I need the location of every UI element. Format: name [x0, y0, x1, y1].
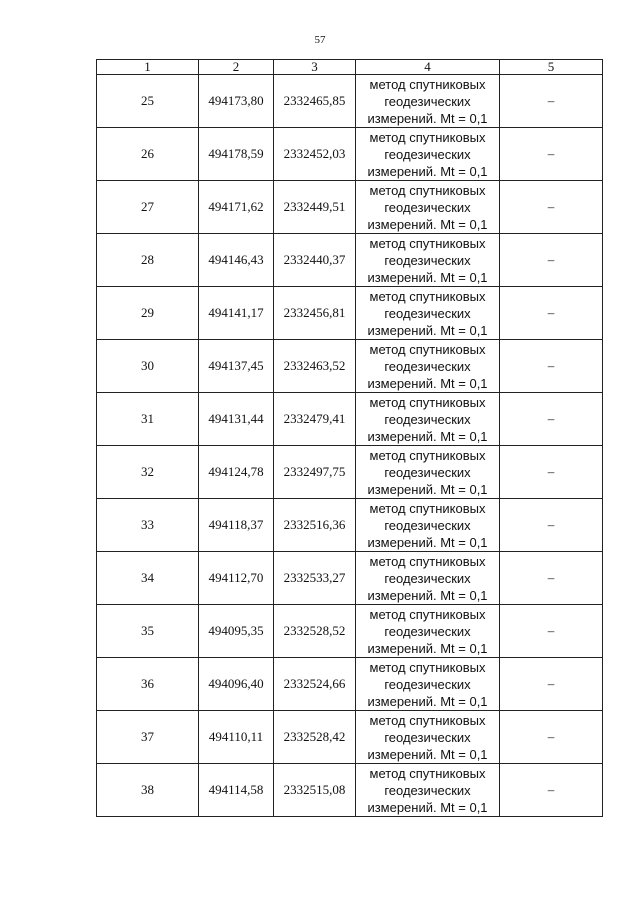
y-coordinate-cell: 2332533,27: [274, 552, 356, 605]
method-cell: метод спутниковых геодезических измерений. Mt = 0,1: [356, 711, 500, 764]
x-coordinate-cell: 494096,40: [199, 658, 274, 711]
table-row: [97, 711, 603, 764]
note-cell: –: [500, 340, 603, 393]
table-row: [97, 499, 603, 552]
column-header-5: 5: [500, 60, 603, 75]
table-header-row: [97, 60, 603, 75]
point-number-cell: 36: [97, 658, 199, 711]
table-row: [97, 287, 603, 340]
point-number-cell: 27: [97, 181, 199, 234]
x-coordinate-cell: 494095,35: [199, 605, 274, 658]
table-row: [97, 75, 603, 128]
y-coordinate-cell: 2332440,37: [274, 234, 356, 287]
y-coordinate-cell: 2332463,52: [274, 340, 356, 393]
column-header-2: 2: [199, 60, 274, 75]
method-cell: метод спутниковых геодезических измерений. Mt = 0,1: [356, 393, 500, 446]
method-cell: метод спутниковых геодезических измерений. Mt = 0,1: [356, 552, 500, 605]
note-cell: –: [500, 181, 603, 234]
y-coordinate-cell: 2332449,51: [274, 181, 356, 234]
note-cell: –: [500, 128, 603, 181]
x-coordinate-cell: 494141,17: [199, 287, 274, 340]
note-cell: –: [500, 711, 603, 764]
point-number-cell: 34: [97, 552, 199, 605]
point-number-cell: 25: [97, 75, 199, 128]
point-number-cell: 26: [97, 128, 199, 181]
table-row: [97, 234, 603, 287]
column-header-1: 1: [97, 60, 199, 75]
y-coordinate-cell: 2332516,36: [274, 499, 356, 552]
method-cell: метод спутниковых геодезических измерений. Mt = 0,1: [356, 340, 500, 393]
y-coordinate-cell: 2332497,75: [274, 446, 356, 499]
point-number-cell: 33: [97, 499, 199, 552]
note-cell: –: [500, 552, 603, 605]
note-cell: –: [500, 446, 603, 499]
method-cell: метод спутниковых геодезических измерений. Mt = 0,1: [356, 234, 500, 287]
table-row: [97, 393, 603, 446]
point-number-cell: 30: [97, 340, 199, 393]
x-coordinate-cell: 494118,37: [199, 499, 274, 552]
table-row: [97, 605, 603, 658]
table-row: [97, 181, 603, 234]
table-row: [97, 658, 603, 711]
method-cell: метод спутниковых геодезических измерений. Mt = 0,1: [356, 605, 500, 658]
method-cell: метод спутниковых геодезических измерений. Mt = 0,1: [356, 75, 500, 128]
table-row: [97, 446, 603, 499]
point-number-cell: 31: [97, 393, 199, 446]
method-cell: метод спутниковых геодезических измерений. Mt = 0,1: [356, 287, 500, 340]
page-number: 57: [314, 34, 326, 46]
method-cell: метод спутниковых геодезических измерений. Mt = 0,1: [356, 181, 500, 234]
table-body: [97, 75, 603, 817]
note-cell: –: [500, 605, 603, 658]
column-header-3: 3: [274, 60, 356, 75]
column-header-4: 4: [356, 60, 500, 75]
x-coordinate-cell: 494137,45: [199, 340, 274, 393]
y-coordinate-cell: 2332452,03: [274, 128, 356, 181]
y-coordinate-cell: 2332524,66: [274, 658, 356, 711]
x-coordinate-cell: 494178,59: [199, 128, 274, 181]
point-number-cell: 35: [97, 605, 199, 658]
method-cell: метод спутниковых геодезических измерений. Mt = 0,1: [356, 446, 500, 499]
point-number-cell: 32: [97, 446, 199, 499]
y-coordinate-cell: 2332479,41: [274, 393, 356, 446]
note-cell: –: [500, 234, 603, 287]
x-coordinate-cell: 494146,43: [199, 234, 274, 287]
x-coordinate-cell: 494173,80: [199, 75, 274, 128]
point-number-cell: 37: [97, 711, 199, 764]
y-coordinate-cell: 2332465,85: [274, 75, 356, 128]
x-coordinate-cell: 494131,44: [199, 393, 274, 446]
method-cell: метод спутниковых геодезических измерений. Mt = 0,1: [356, 764, 500, 817]
note-cell: –: [500, 499, 603, 552]
note-cell: –: [500, 393, 603, 446]
note-cell: –: [500, 75, 603, 128]
coordinates-table: [96, 59, 603, 817]
x-coordinate-cell: 494114,58: [199, 764, 274, 817]
method-cell: метод спутниковых геодезических измерений. Mt = 0,1: [356, 658, 500, 711]
y-coordinate-cell: 2332456,81: [274, 287, 356, 340]
table-row: [97, 128, 603, 181]
table-row: [97, 340, 603, 393]
point-number-cell: 38: [97, 764, 199, 817]
note-cell: –: [500, 658, 603, 711]
y-coordinate-cell: 2332528,52: [274, 605, 356, 658]
x-coordinate-cell: 494112,70: [199, 552, 274, 605]
point-number-cell: 29: [97, 287, 199, 340]
note-cell: –: [500, 764, 603, 817]
x-coordinate-cell: 494124,78: [199, 446, 274, 499]
note-cell: –: [500, 287, 603, 340]
x-coordinate-cell: 494110,11: [199, 711, 274, 764]
table-row: [97, 552, 603, 605]
method-cell: метод спутниковых геодезических измерений. Mt = 0,1: [356, 499, 500, 552]
method-cell: метод спутниковых геодезических измерений. Mt = 0,1: [356, 128, 500, 181]
y-coordinate-cell: 2332528,42: [274, 711, 356, 764]
table-row: [97, 764, 603, 817]
point-number-cell: 28: [97, 234, 199, 287]
y-coordinate-cell: 2332515,08: [274, 764, 356, 817]
x-coordinate-cell: 494171,62: [199, 181, 274, 234]
